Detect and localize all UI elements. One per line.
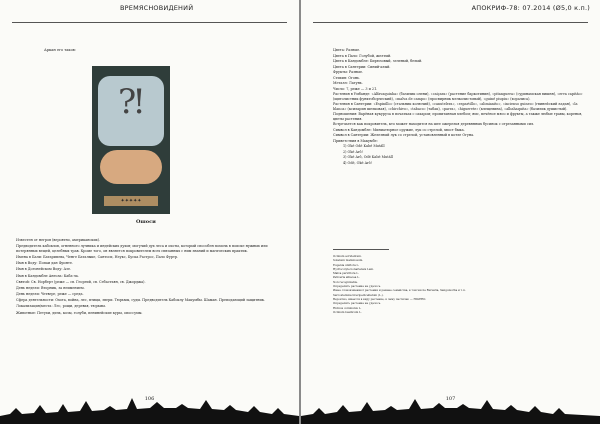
right-line-8: Число: 7, реже — 3 и 21.	[333, 86, 378, 91]
note-4: Hydrocotyle bonariensis Lam.	[333, 266, 374, 271]
left-page-header: ВРЕМЯСНОВИДЕНИЙ	[120, 4, 194, 12]
right-page	[301, 0, 600, 424]
illustration-frame	[92, 66, 170, 214]
left-paragraph-7: День недели: Вторник, за неимением.	[16, 285, 85, 290]
right-line-13: Символ в Кандомбле: Миниатюрное оружие, лук со стрелой, хвост быка.	[333, 127, 465, 132]
note-12: Определить растение не удалось.	[333, 301, 382, 306]
left-intro-paragraph: Известен от негров (вероятно, американских).	[16, 238, 101, 242]
left-body-text	[16, 238, 286, 317]
right-line-19: 4) Odé, Oké Arô!	[343, 160, 373, 165]
right-main-text	[333, 48, 587, 166]
right-line-4: Цвета в Сантерии: Синий-алый.	[333, 64, 391, 69]
note-9: Иные словоизменяют растения и разные семейства, в том числе Bursaria, Sanguisorba и т.п.	[333, 288, 466, 293]
note-7: Non recognizable.	[333, 279, 358, 284]
note-13: Ricinus communis L.	[333, 305, 362, 310]
right-header-rule	[313, 22, 588, 23]
footnotes	[333, 255, 587, 315]
illustration-label: ✦✦✦✦✦	[104, 196, 158, 206]
right-line-15: Приветствия в Макумбе:	[333, 138, 378, 143]
glyph-symbol: ⁈	[118, 82, 144, 122]
right-line-16: 1) Oké Odé Kabé Mutáll	[343, 144, 385, 148]
right-line-2: Цвета в Пало: Голубой, желтый.	[333, 53, 392, 58]
note-8: Определить растение не удалось.	[333, 284, 382, 289]
left-paragraph-5: Имя в Кандомбле Ангола: Каба-ла.	[16, 273, 79, 278]
left-page	[0, 0, 299, 424]
note-1: Ocimum acridentum.	[333, 254, 362, 258]
notes-divider	[333, 249, 389, 250]
note-10: Sarcostemma brevipedicellatum (L.).	[333, 292, 384, 297]
right-line-3: Цвета в Кандомбле: Бирюзовый, зеленый, белый.	[333, 59, 423, 63]
right-line-6: Стихия: Огонь.	[333, 75, 361, 80]
right-line-10: Растения в Сантерии: «Espinillo» (стальник колючий), «canutelera», «espartillo», «alimianito», «incienso guineo» (гвинейский ладан), «la blanca» (ксилария шелковая), «chirchivo», «tabaco» (табак), «parra», «higuerete» (клещевина), «albahaquita» (базилик душистый).	[333, 102, 578, 111]
left-paragraph-11: Животные: Петухи, дичь, козы, голуби, пенинейские куры, опоссумы.	[16, 310, 143, 315]
right-line-18: 3) Oké Arô, Odé Kabé Mutáll	[343, 155, 393, 159]
note-14: Ocimum basilicum L.	[333, 309, 362, 314]
note-2: Solanum mammosum.	[333, 258, 364, 263]
left-paragraph-8: День недели: Четверг, реже — среда.	[16, 292, 84, 297]
glyph-card	[98, 76, 164, 146]
right-page-number: 107	[445, 396, 456, 402]
right-line-9: Растения в Умбанде: «Alfavaquinha» (базилик олени), «caiçara» (растение баркотинин), «pitanguera» (суринамская вишня), «erva capitão» (щитолистник функтоборческий), «malva de campo» (просвирник мелколистовый), «guiné piupiu» (хоралиса).	[333, 92, 583, 101]
right-line-17: 2) Oké Arô!	[343, 149, 363, 154]
right-skyline	[301, 396, 600, 424]
left-skyline	[0, 396, 299, 424]
note-6: Petiveria alliacea L.	[333, 275, 360, 280]
right-line-7: Металл: Латунь.	[333, 81, 363, 85]
left-page-number: 106	[144, 396, 155, 402]
right-line-11: Подношения: Варёная кукуруза в початках с сахаром; пропитанная хлебом; ямс, печёное мясо и фрукты, а также любые травы, коренья, цветы растения.	[333, 112, 583, 121]
note-11: Вероятно, имеется в виду растение, к чему частично — HIGERO.	[333, 296, 426, 301]
right-line-14: Символ в Сантерии: Железный лук со стрелой, установленный в котле Огуна.	[333, 133, 475, 137]
left-paragraph-3: Имя в Воду: Попаи дан Фронте.	[16, 261, 73, 266]
left-paragraph-1: Предводитель кабоклов, огненного лучника и индейских духов; могучий дух леса и охоты, который способен помочь в поиске нужных или потерянных вещей, целебных трав. Кроме того, он является покровителем всех связанных с ним знаний и магических практик.	[16, 244, 268, 253]
section-title: Ошоси	[136, 219, 156, 225]
right-line-1: Цвета: Разные.	[333, 48, 361, 52]
note-5: Malva parviflora L.	[333, 271, 359, 276]
left-header-rule	[12, 22, 287, 23]
left-paragraph-9: Сфера деятельности: Охота, война, лес, птицы, звери. Тюрьмы, суды. Предводитель Кабоклу Макумбы. Шаман. Преподающий защитник.	[16, 298, 265, 303]
right-line-5: Фрукты: Разные.	[333, 70, 364, 74]
left-intro-text: Аркан его таков:	[44, 48, 77, 52]
right-page-header: АПОКРИФ-78: 07.2014 (Ø5,0 к.п.)	[471, 4, 590, 12]
left-paragraph-2: Имена в Бали: Батарипева, Ченге Баталыке, Сантоси, Неукс, Буска Растрос, Пало Фуртр.	[16, 254, 179, 259]
left-paragraph-10: Локализация/места: Лес, рощи, деревья, тюрьмы.	[16, 304, 106, 309]
skyline-svg-left	[0, 396, 299, 424]
note-3: Eugenia uniflora L.	[333, 262, 360, 267]
left-paragraph-6: Святой: Св. Норберт (реже — св. Георгий, св. Себастьян, св. Джорджа).	[16, 279, 146, 284]
skyline-svg-right	[301, 396, 600, 424]
left-paragraph-4: Имя в Догонейском Воду: Азе.	[16, 267, 72, 272]
right-line-12: Встречается как покровитель, кто может находится на шее ожерелья деревянных бусинок с отрезанными сил.	[333, 122, 535, 126]
child-illustration	[100, 150, 162, 184]
